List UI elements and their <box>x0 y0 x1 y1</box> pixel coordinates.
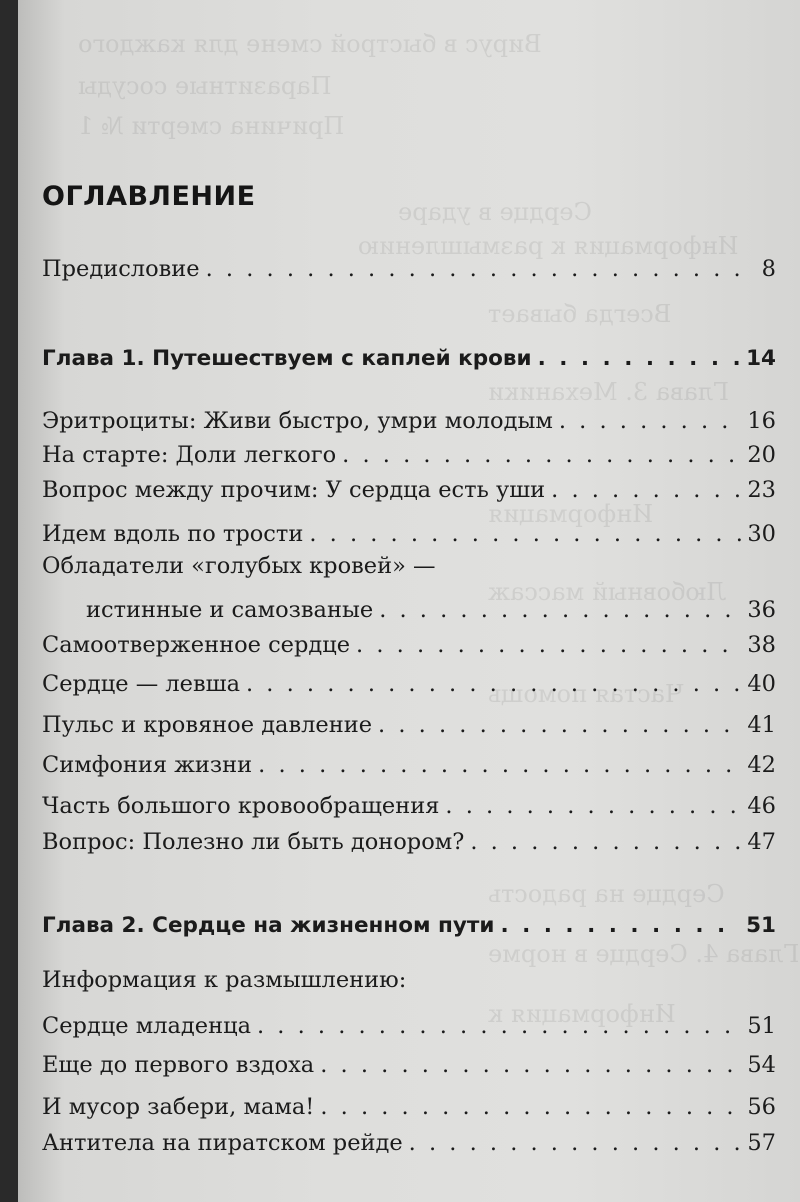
toc-entry <box>42 1001 776 1037</box>
toc-entry <box>42 1118 776 1154</box>
entry-page: 20 <box>747 441 776 468</box>
entry-title: Пульс и кровяное давление <box>42 711 373 738</box>
entry-title: Эритроциты: Живи быстро, умри молодым <box>42 407 553 434</box>
entry-title: Вопрос: Полезно ли быть донором? <box>42 828 465 855</box>
dot-leader <box>246 673 741 696</box>
entry-page: 14 <box>746 345 776 371</box>
entry-page: 30 <box>747 520 776 547</box>
entry-page: 47 <box>747 828 776 855</box>
entry-title: Предисловие <box>42 255 200 282</box>
toc-entry <box>42 700 776 736</box>
dot-leader <box>445 795 741 818</box>
entry-title: истинные и самозваные <box>86 596 374 623</box>
dot-leader <box>356 634 741 657</box>
entry-title: И мусор забери, мама! <box>42 1093 315 1120</box>
dot-leader <box>320 1054 741 1077</box>
entry-page: 40 <box>747 670 776 697</box>
dot-leader <box>206 258 746 281</box>
entry-page: 36 <box>747 596 776 623</box>
entry-title: Сердце — левша <box>42 670 240 697</box>
entry-title-line: Обладатели «голубых кровей» — <box>42 553 436 579</box>
entry-page: 38 <box>747 631 776 658</box>
entry-title: Часть большого кровообращения <box>42 792 440 819</box>
dot-leader <box>409 1132 742 1155</box>
entry-title: Идем вдоль по трости <box>42 520 304 547</box>
toc-entry <box>42 396 776 432</box>
entry-title: Сердце младенца <box>42 1012 251 1039</box>
entry-page: 56 <box>747 1093 776 1120</box>
entry-page: 54 <box>747 1051 776 1078</box>
toc-entry <box>42 817 776 853</box>
toc-entry <box>42 430 776 466</box>
entry-page: 42 <box>747 751 776 778</box>
dot-leader <box>342 444 741 467</box>
dot-leader <box>379 599 741 622</box>
toc-entry <box>42 465 776 501</box>
toc-entry <box>42 1082 776 1118</box>
dot-leader <box>500 915 740 937</box>
toc-chapter-entry <box>42 900 776 936</box>
show-through-text: Вирус в быстрой смене для каждого Паразитные сосуды Причина смерти № 1 Сердце в ударе Информация к размышлению Всегда бывает Глава 3. Механики Информация Любовный массаж Частая помощь Сердце на радость Глава 4. Сердце в норме Информация к <box>78 30 800 1028</box>
entry-page: 41 <box>747 711 776 738</box>
toc-heading: ОГЛАВЛЕНИЕ <box>42 181 256 212</box>
toc-entry <box>42 620 776 656</box>
chapter-title: Глава 2. Сердце на жизненном пути <box>42 912 495 938</box>
entry-page: 8 <box>761 255 776 282</box>
toc-entry <box>42 781 776 817</box>
toc-chapter-entry <box>42 333 776 369</box>
entry-title: Еще до первого вздоха <box>42 1051 315 1078</box>
dot-leader <box>320 1096 741 1119</box>
book-page <box>18 0 800 1202</box>
chapter-title: Глава 1. Путешествуем с каплей крови <box>42 345 532 371</box>
dot-leader <box>470 831 741 854</box>
entry-title: На старте: Доли легкого <box>42 441 337 468</box>
dot-leader <box>378 714 741 737</box>
dot-leader <box>551 479 741 502</box>
dot-leader <box>258 754 741 777</box>
dot-leader <box>559 410 742 433</box>
entry-title: Симфония жизни <box>42 751 253 778</box>
toc-entry <box>42 585 776 621</box>
section-note: Информация к размышлению: <box>42 967 407 993</box>
entry-page: 23 <box>747 476 776 503</box>
dot-leader <box>257 1015 741 1038</box>
entry-title: Вопрос между прочим: У сердца есть уши <box>42 476 546 503</box>
toc-entry <box>42 509 776 545</box>
entry-page: 51 <box>747 1012 776 1039</box>
toc-entry <box>42 740 776 776</box>
entry-page: 46 <box>747 792 776 819</box>
toc-entry <box>42 659 776 695</box>
entry-title: Самоотверженное сердце <box>42 631 351 658</box>
toc-entry <box>42 1040 776 1076</box>
entry-page: 16 <box>747 407 776 434</box>
entry-page: 57 <box>747 1129 776 1156</box>
dot-leader <box>538 348 740 370</box>
entry-page: 51 <box>746 912 776 938</box>
entry-title: Антитела на пиратском рейде <box>42 1129 403 1156</box>
toc-entry <box>42 244 776 280</box>
dot-leader <box>309 523 741 546</box>
